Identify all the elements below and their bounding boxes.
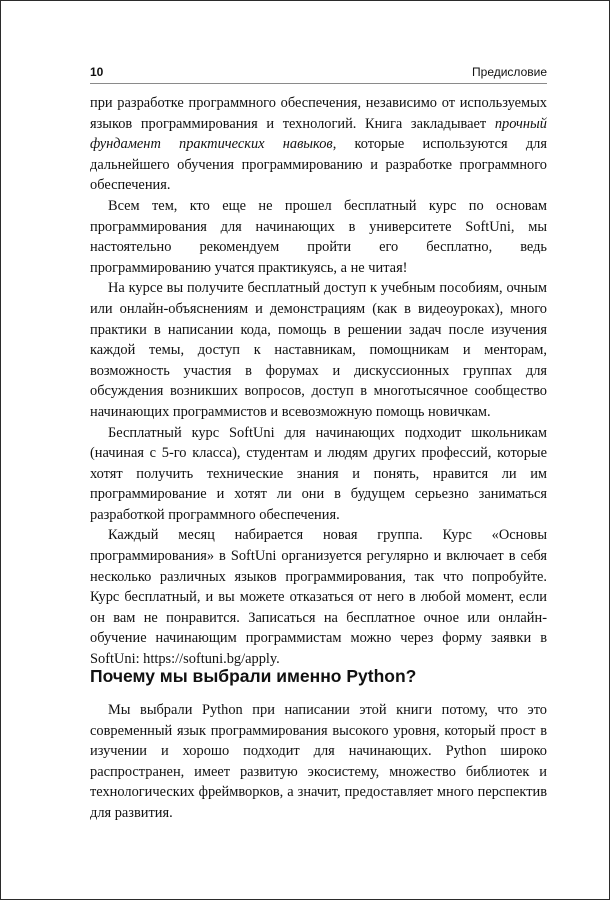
running-head — [90, 64, 547, 80]
paragraph-text: , которые используются для дальнейшего обучения программированию и разработке программного обеспечения. — [90, 136, 547, 194]
paragraph: На курсе вы получите бесплатный доступ к учебным пособиям, очным или онлайн-объяснениям и демонстрациям (как в видеоуроках), много практики в написании кода, помощь в решении задач после изучения каждой темы, доступ к наставникам, помощникам и менторам, возможность участия в форумах и дискуссионных группах для обсуждения возникших вопросов, доступ в многотысячное сообщество начинающих программистов и всевозможную помощь новичкам. — [90, 280, 547, 420]
paragraph — [90, 93, 547, 196]
body-text — [90, 93, 547, 670]
page-number: 10 — [90, 65, 104, 79]
paragraph: Всем тем, кто еще не прошел бесплатный курс по основам программирования для начинающих в университете SoftUni, мы настоятельно рекомендуем пройти его бесплатно, ведь программированию учатся практикуясь, а не читая! — [90, 197, 547, 276]
emphasized-text: прочный фундамент практических навыков — [90, 115, 547, 153]
paragraph: Мы выбрали Python при написании этой книги потому, что это современный язык программирования высокого уровня, который прост в изучении и хорошо подходит для начинающих. Python широко распространен, имеет развитую экосистему, множество библиотек и технологических фреймворков, а значит, предоставляет много перспектив для развития. — [90, 702, 547, 821]
running-title: Предисловие — [472, 65, 547, 79]
paragraph: Каждый месяц набирается новая группа. Курс «Основы программирования» в SoftUni организуется регулярно и включает в себя несколько различных языков программирования, так что попробуйте. Курс бесплатный, и вы можете отказаться от него в любой момент, если он вам не понравится. Записаться на бесплатное очное или онлайн-обучение начинающим программистам можно через форму заявки в SoftUni: https://softuni.bg/apply. — [90, 527, 547, 668]
section-heading: Почему мы выбрали именно Python? — [90, 666, 417, 686]
paragraph: Бесплатный курс SoftUni для начинающих подходит школьникам (начиная с 5-го класса), студентам и людям других профессий, которые хотят получить технические знания и понять, нравится ли им программирование и хотят ли они в будущем серьезно заниматься разработкой программного обеспечения. — [90, 424, 547, 523]
header-rule — [90, 83, 547, 84]
section-body-text — [90, 700, 547, 824]
paragraph-text: при разработке программного обеспечения, независимо от используемых языков программирования и технологий. Книга закладывает — [90, 95, 547, 132]
